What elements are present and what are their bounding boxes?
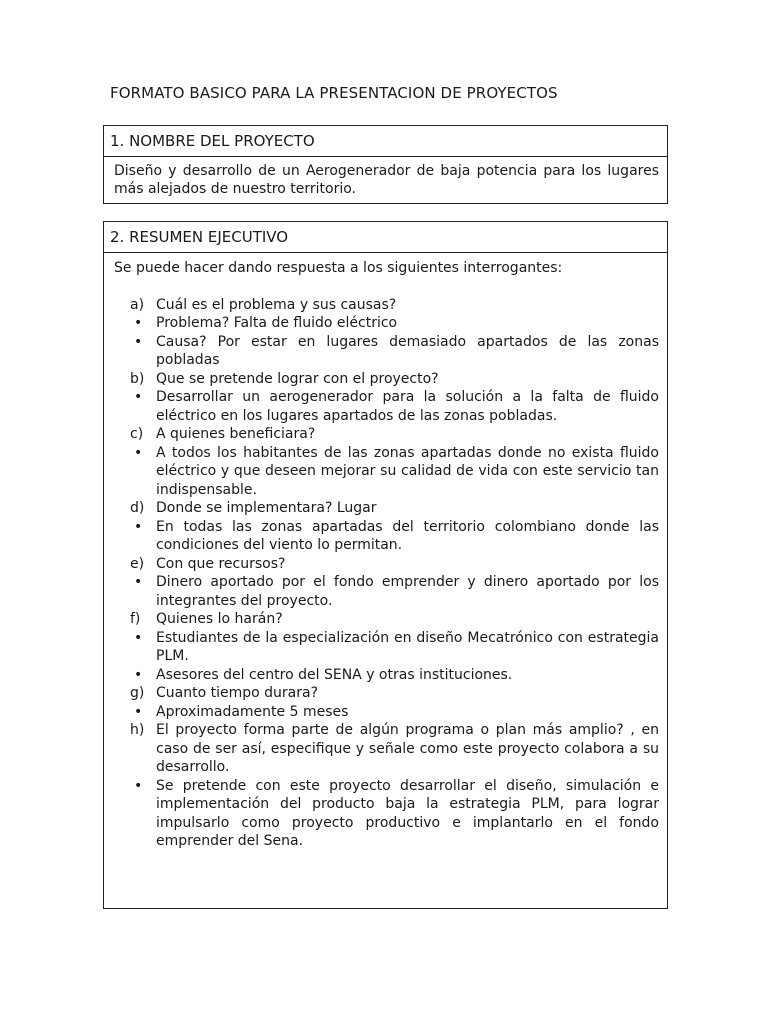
list-item [130,370,659,389]
list-item-text: Con que recursos? [156,555,286,572]
list-item-text: Desarrollar un aerogenerador para la solución a la falta de fluido eléctrico en los lugares apartados de las zonas pobladas. [156,389,659,424]
executive-summary-section [103,221,668,909]
list-item-text: Estudiantes de la especialización en diseño Mecatrónico con estrategia PLM. [156,629,659,664]
list-item [130,703,659,722]
project-name-section [103,125,668,204]
list-item-text: Se pretende con este proyecto desarrollar el diseño, simulación e implementación del producto baja la estrategia PLM, para lograr impulsarlo como proyecto productivo e implantarlo en el fondo emprender del Sena. [156,777,659,849]
list-item [130,499,659,518]
list-item [130,314,659,333]
list-item [130,296,659,315]
list-item [130,444,659,500]
bullet-icon: • [134,333,143,350]
list-marker: a) [130,296,145,313]
list-item-text: El proyecto forma parte de algún programa o plan más amplio? , en caso de ser así, especifique y señale como este proyecto colabora a su desarrollo. [156,722,659,775]
list-item-text: Donde se implementara? Lugar [156,500,377,516]
list-item-text: Cuanto tiempo durara? [156,685,318,701]
list-marker: e) [130,555,145,572]
list-marker: h) [130,722,145,738]
executive-summary-intro: Se puede hacer dando respuesta a los siguientes interrogantes: [114,260,563,276]
list-item-text: Cuál es el problema y sus causas? [156,296,397,313]
project-name-heading: 1. NOMBRE DEL PROYECTO [104,126,667,157]
list-item-text: Asesores del centro del SENA y otras instituciones. [156,666,513,683]
list-item-text: Que se pretende lograr con el proyecto? [156,370,439,387]
list-item [130,388,659,425]
list-item [130,629,659,666]
list-item-text: Dinero aportado por el fondo emprender y dinero aportado por los integrantes del proyecto. [156,574,659,609]
bullet-icon: • [134,574,143,590]
document-title: FORMATO BASICO PARA LA PRESENTACION DE PROYECTOS [110,84,558,102]
bullet-icon: • [134,703,143,720]
list-item-text: Quienes lo harán? [156,611,283,627]
list-item [130,425,659,444]
list-item-text: En todas las zonas apartadas del territorio colombiano donde las condiciones del viento lo permitan. [156,518,659,553]
list-marker: b) [130,370,145,387]
bullet-icon: • [134,629,143,646]
list-marker: g) [130,685,145,701]
bullet-icon: • [134,666,143,683]
executive-summary-heading: 2. RESUMEN EJECUTIVO [104,222,667,253]
list-item [130,777,659,851]
list-item-text: Causa? Por estar en lugares demasiado apartados de las zonas pobladas [156,333,659,368]
list-item [130,684,659,703]
list-item-text: A quienes beneficiara? [156,426,316,442]
list-marker: d) [130,500,145,516]
list-item-text: Aproximadamente 5 meses [156,703,349,720]
project-name-text: Diseño y desarrollo de un Aerogenerador de baja potencia para los lugares más alejados de nuestro territorio. [114,163,659,197]
list-item [130,573,659,610]
list-item [130,721,659,777]
list-marker: f) [130,611,141,627]
list-item-text: A todos los habitantes de las zonas apartadas donde no exista fluido eléctrico y que deseen mejorar su calidad de vida con este servicio tan indispensable. [156,444,659,498]
bullet-icon: • [134,315,143,331]
list-item [130,518,659,555]
executive-summary-body [104,253,667,851]
question-list [130,296,659,851]
bullet-icon: • [134,777,143,794]
list-item [130,610,659,629]
list-item [130,555,659,574]
bullet-icon: • [134,518,143,535]
list-marker: c) [130,426,144,442]
bullet-icon: • [134,444,143,461]
list-item [130,333,659,370]
bullet-icon: • [134,389,143,405]
list-item [130,666,659,685]
list-item-text: Problema? Falta de fluido eléctrico [156,315,398,331]
